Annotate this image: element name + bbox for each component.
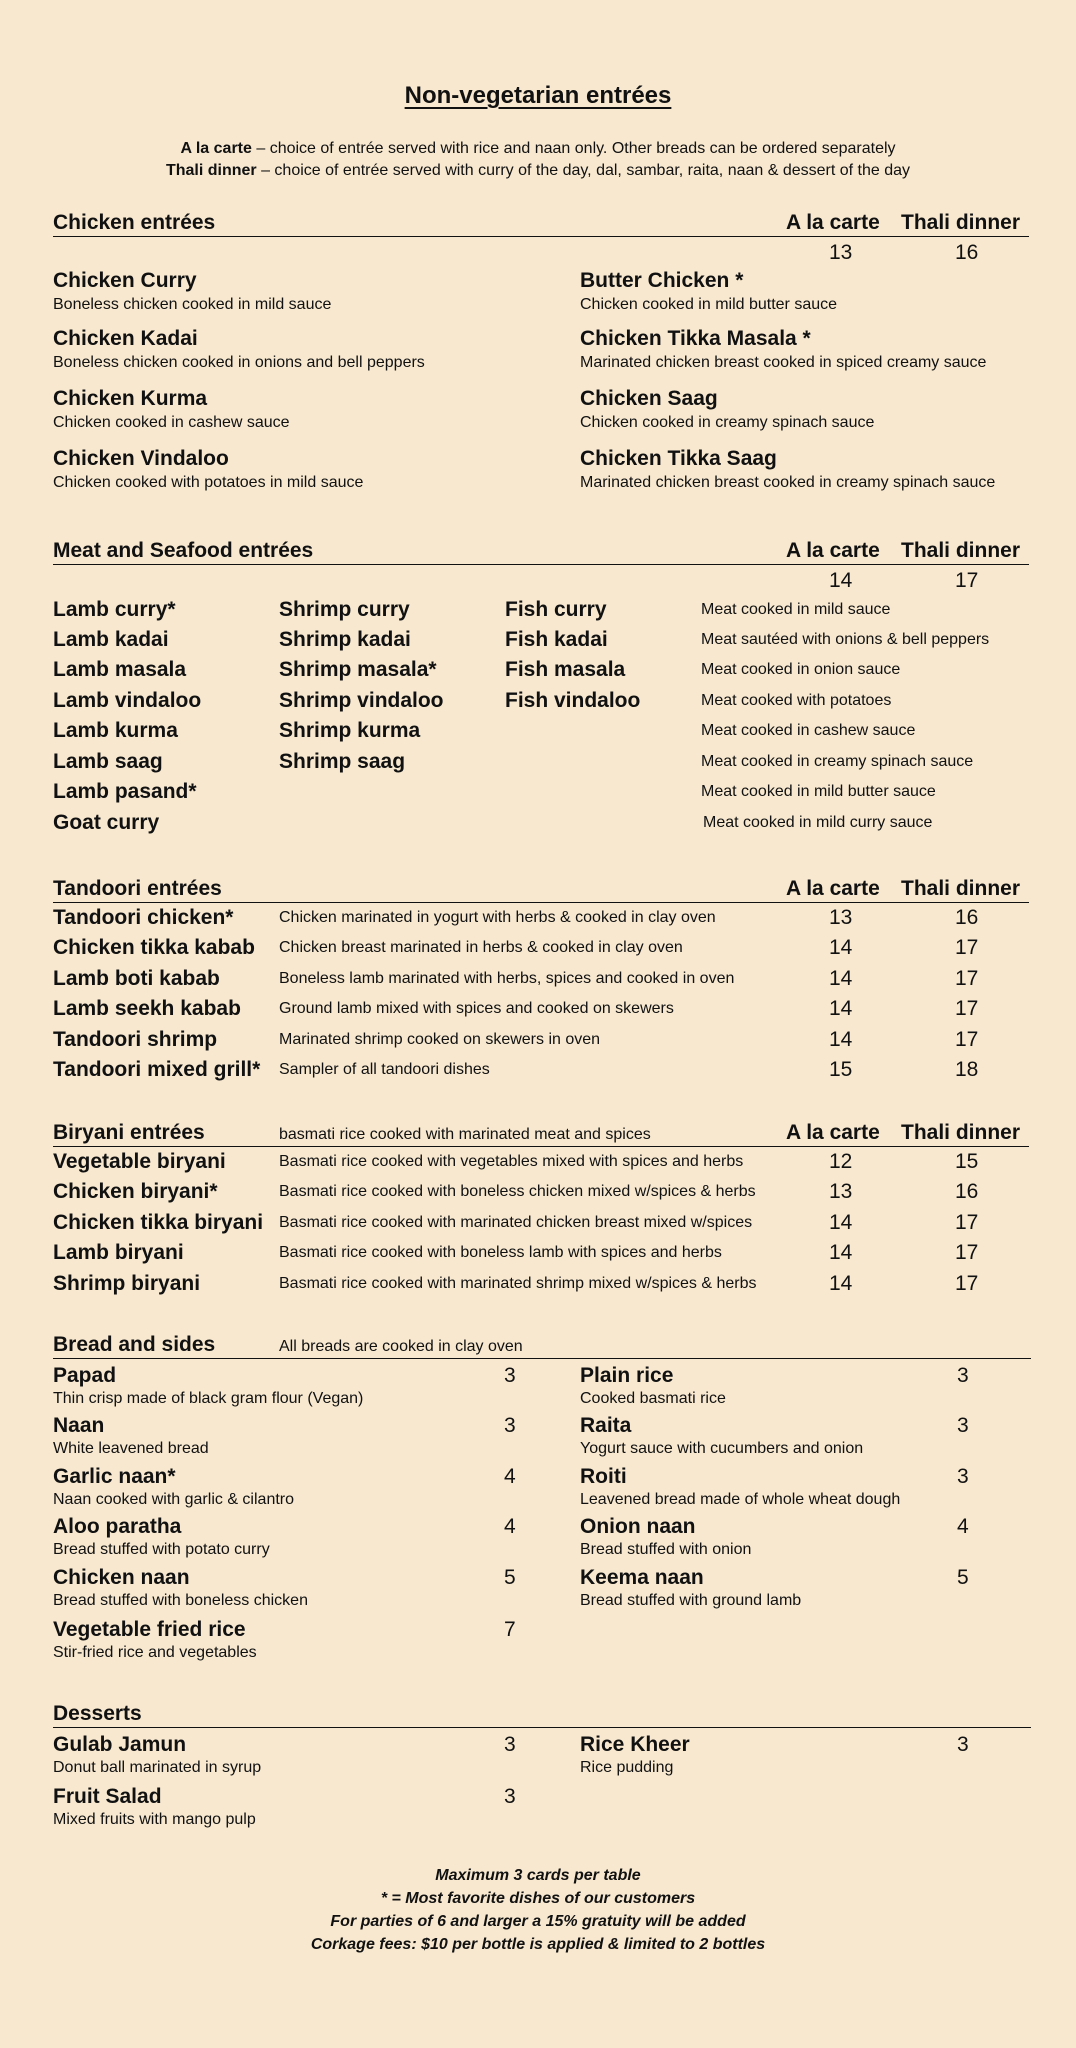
menu-item	[580, 267, 1076, 315]
table-row	[53, 1147, 1029, 1177]
menu-item	[580, 445, 1076, 493]
footer-note: Corkage fees: $10 per bottle is applied & limited to 2 bottles	[310, 1936, 766, 1953]
table-row	[53, 994, 1029, 1024]
menu-item	[53, 1784, 523, 1830]
item-name: Butter Chicken *	[580, 269, 744, 292]
lamb-item: Lamb kadai	[53, 628, 169, 651]
biryani-title: Biryani entrées	[53, 1121, 205, 1144]
price-thali: 17	[955, 1272, 979, 1295]
price-thali: 17	[955, 1241, 979, 1264]
meat-grid	[53, 595, 1029, 840]
meat-header	[53, 534, 1029, 565]
bread-note: All breads are cooked in clay oven	[279, 1338, 523, 1355]
price-thali: 17	[955, 1028, 979, 1051]
table-row	[53, 1269, 1029, 1299]
menu-item	[53, 385, 573, 433]
item-name: Tandoori mixed grill*	[53, 1058, 261, 1081]
item-desc: Chicken cooked in mild butter sauce	[580, 296, 838, 313]
item-name: Plain rice	[580, 1364, 674, 1387]
item-name: Chicken Tikka Saag	[580, 447, 777, 470]
meat-price-thali: 17	[955, 569, 979, 592]
menu-item	[580, 1565, 1030, 1611]
price-alacarte: 14	[829, 1241, 853, 1264]
menu-item	[53, 445, 573, 493]
lamb-item: Goat curry	[53, 811, 160, 834]
item-price: 4	[957, 1515, 969, 1538]
menu-item	[580, 1363, 1030, 1409]
menu-item	[580, 385, 1076, 433]
item-price: 3	[504, 1364, 516, 1387]
table-row	[53, 1208, 1029, 1238]
item-name: Garlic naan*	[53, 1465, 176, 1488]
biryani-rows	[53, 1147, 1029, 1302]
item-name: Shrimp biryani	[53, 1272, 201, 1295]
menu-item	[53, 267, 573, 315]
meat-desc: Meat cooked in mild butter sauce	[701, 783, 936, 800]
table-row	[53, 1238, 1029, 1268]
item-name: Chicken Curry	[53, 269, 197, 292]
item-name: Vegetable biryani	[53, 1150, 226, 1173]
meat-desc: Meat sautéed with onions & bell peppers	[701, 631, 990, 648]
item-desc: Bread stuffed with onion	[580, 1541, 752, 1558]
biryani-note: basmati rice cooked with marinated meat and spices	[279, 1126, 651, 1143]
item-price: 4	[504, 1515, 516, 1538]
item-name: Chicken naan	[53, 1566, 190, 1589]
page-title: Non-vegetarian entrées	[404, 82, 672, 109]
item-name: Fruit Salad	[53, 1785, 162, 1808]
item-price: 3	[504, 1414, 516, 1437]
price-alacarte: 13	[829, 1180, 853, 1203]
item-desc: Cooked basmati rice	[580, 1390, 726, 1407]
desserts-items	[53, 1728, 1031, 1838]
menu-item	[53, 1732, 523, 1778]
lamb-item: Lamb curry*	[53, 598, 176, 621]
menu-item	[53, 1413, 523, 1459]
table-row	[53, 1025, 1029, 1055]
item-name: Papad	[53, 1364, 117, 1387]
meat-desc: Meat cooked in cashew sauce	[701, 722, 916, 739]
price-alacarte: 12	[829, 1150, 853, 1173]
fish-item: Fish masala	[505, 658, 626, 681]
meat-desc: Meat cooked in mild sauce	[701, 601, 891, 618]
item-price: 3	[957, 1414, 969, 1437]
table-row	[53, 964, 1029, 994]
item-name: Tandoori shrimp	[53, 1028, 218, 1051]
item-desc: Marinated chicken breast cooked in spiced creamy sauce	[580, 354, 987, 371]
item-desc: Bread stuffed with potato curry	[53, 1541, 270, 1558]
item-price: 7	[504, 1618, 516, 1641]
lamb-item: Lamb pasand*	[53, 780, 197, 803]
price-thali: 15	[955, 1150, 979, 1173]
meat-section	[53, 534, 1029, 840]
lamb-item: Lamb masala	[53, 658, 187, 681]
item-desc: Naan cooked with garlic & cilantro	[53, 1491, 295, 1508]
chicken-section	[53, 206, 1029, 507]
menu-item	[580, 1514, 1030, 1560]
item-name: Rice Kheer	[580, 1733, 690, 1756]
price-alacarte: 14	[829, 1211, 853, 1234]
item-desc: Thin crisp made of black gram flour (Vegan)	[53, 1390, 364, 1407]
chicken-title: Chicken entrées	[53, 211, 216, 234]
item-desc: Marinated chicken breast cooked in creamy spinach sauce	[580, 474, 996, 491]
price-alacarte: 15	[829, 1058, 853, 1081]
biryani-header	[53, 1116, 1029, 1147]
item-name: Vegetable fried rice	[53, 1618, 246, 1641]
bread-section	[53, 1328, 1031, 1669]
item-desc: Marinated shrimp cooked on skewers in oven	[279, 1031, 601, 1048]
desserts-section	[53, 1697, 1031, 1838]
item-price: 3	[504, 1733, 516, 1756]
item-name: Chicken Vindaloo	[53, 447, 229, 470]
price-thali: 16	[955, 1180, 979, 1203]
price-thali: 17	[955, 997, 979, 1020]
lamb-item: Lamb vindaloo	[53, 689, 202, 712]
item-name: Lamb biryani	[53, 1241, 184, 1264]
item-desc: Boneless chicken cooked in onions and bell peppers	[53, 354, 425, 371]
thali-column-header: Thali dinner	[901, 1121, 1021, 1144]
item-desc: Yogurt sauce with cucumbers and onion	[580, 1440, 864, 1457]
table-row	[53, 903, 1029, 933]
menu-item	[53, 1617, 523, 1663]
item-desc: Basmati rice cooked with boneless chicken mixed w/spices & herbs	[279, 1183, 756, 1200]
price-alacarte: 14	[829, 997, 853, 1020]
menu-item	[53, 1514, 523, 1560]
menu-item	[580, 325, 1076, 373]
price-thali: 17	[955, 936, 979, 959]
item-desc: Bread stuffed with boneless chicken	[53, 1592, 308, 1609]
item-price: 5	[957, 1566, 969, 1589]
menu-item	[580, 1732, 1030, 1778]
intro-thali	[0, 162, 1076, 180]
intro-thali-text: – choice of entrée served with curry of the day, dal, sambar, raita, naan & dessert of the day	[256, 162, 911, 179]
chicken-prices	[53, 237, 1029, 267]
item-name: Raita	[580, 1414, 632, 1437]
shrimp-item: Shrimp vindaloo	[279, 689, 444, 712]
thali-column-header: Thali dinner	[901, 877, 1021, 900]
shrimp-item: Shrimp kadai	[279, 628, 411, 651]
shrimp-item: Shrimp kurma	[279, 719, 421, 742]
item-name: Lamb seekh kabab	[53, 997, 241, 1020]
meat-prices	[53, 565, 1029, 595]
item-desc: Sampler of all tandoori dishes	[279, 1061, 490, 1078]
item-name: Gulab Jamun	[53, 1733, 187, 1756]
footer-note: Maximum 3 cards per table	[435, 1867, 641, 1884]
item-name: Aloo paratha	[53, 1515, 182, 1538]
item-price: 3	[957, 1364, 969, 1387]
item-name: Naan	[53, 1414, 105, 1437]
item-desc: Basmati rice cooked with boneless lamb with spices and herbs	[279, 1244, 722, 1261]
chicken-price-thali: 16	[955, 241, 979, 264]
price-thali: 16	[955, 906, 979, 929]
price-thali: 18	[955, 1058, 979, 1081]
lamb-item: Lamb kurma	[53, 719, 178, 742]
thali-column-header: Thali dinner	[901, 539, 1021, 562]
item-name: Chicken tikka biryani	[53, 1211, 264, 1234]
intro-alacarte-label: A la carte	[180, 140, 252, 157]
item-price: 5	[504, 1566, 516, 1589]
price-alacarte: 14	[829, 1272, 853, 1295]
item-name: Onion naan	[580, 1515, 696, 1538]
item-desc: Boneless lamb marinated with herbs, spices and cooked in oven	[279, 970, 735, 987]
thali-column-header: Thali dinner	[901, 211, 1021, 234]
menu-item	[580, 1464, 1030, 1510]
chicken-header	[53, 206, 1029, 237]
item-name: Chicken biryani*	[53, 1180, 218, 1203]
tandoori-section	[53, 872, 1029, 1088]
price-alacarte: 14	[829, 967, 853, 990]
chicken-price-alacarte: 13	[829, 241, 853, 264]
desserts-header	[53, 1697, 1031, 1728]
item-name: Chicken Tikka Masala *	[580, 327, 811, 350]
item-price: 4	[504, 1465, 516, 1488]
price-thali: 17	[955, 967, 979, 990]
item-name: Chicken tikka kabab	[53, 936, 255, 959]
price-thali: 17	[955, 1211, 979, 1234]
desserts-title: Desserts	[53, 1702, 142, 1725]
chicken-items	[53, 267, 1029, 507]
alacarte-column-header: A la carte	[786, 539, 880, 562]
meat-desc: Meat cooked in creamy spinach sauce	[701, 753, 974, 770]
biryani-section	[53, 1116, 1029, 1302]
item-desc: Basmati rice cooked with marinated chicken breast mixed w/spices	[279, 1214, 753, 1231]
item-name: Chicken Kurma	[53, 387, 208, 410]
item-desc: Stir-fried rice and vegetables	[53, 1644, 257, 1661]
item-desc: Basmati rice cooked with marinated shrimp mixed w/spices & herbs	[279, 1275, 757, 1292]
bread-items	[53, 1359, 1031, 1669]
item-name: Lamb boti kabab	[53, 967, 220, 990]
item-name: Tandoori chicken*	[53, 906, 234, 929]
item-desc: Mixed fruits with mango pulp	[53, 1811, 256, 1828]
fish-item: Fish curry	[505, 598, 607, 621]
table-row	[53, 933, 1029, 963]
meat-desc: Meat cooked with potatoes	[701, 692, 892, 709]
item-desc: Donut ball marinated in syrup	[53, 1759, 262, 1776]
price-alacarte: 14	[829, 936, 853, 959]
meat-title: Meat and Seafood entrées	[53, 539, 314, 562]
item-desc: Basmati rice cooked with vegetables mixed with spices and herbs	[279, 1153, 744, 1170]
meat-price-alacarte: 14	[829, 569, 853, 592]
footer-note: For parties of 6 and larger a 15% gratuity will be added	[330, 1913, 746, 1930]
item-price: 3	[957, 1465, 969, 1488]
intro-thali-label: Thali dinner	[165, 162, 257, 179]
item-desc: Chicken marinated in yogurt with herbs & cooked in clay oven	[279, 909, 716, 926]
bread-title: Bread and sides	[53, 1333, 216, 1356]
fish-item: Fish vindaloo	[505, 689, 641, 712]
lamb-item: Lamb saag	[53, 750, 163, 773]
item-desc: Chicken cooked in creamy spinach sauce	[580, 414, 875, 431]
price-alacarte: 13	[829, 906, 853, 929]
alacarte-column-header: A la carte	[786, 877, 880, 900]
menu-item	[580, 1413, 1030, 1459]
menu-item	[53, 325, 573, 373]
item-desc: Chicken breast marinated in herbs & cooked in clay oven	[279, 939, 683, 956]
item-desc: Rice pudding	[580, 1759, 674, 1776]
menu-item	[53, 1565, 523, 1611]
footer-note: * = Most favorite dishes of our customers	[380, 1890, 696, 1907]
table-row	[53, 1055, 1029, 1085]
item-name: Roiti	[580, 1465, 627, 1488]
meat-desc: Meat cooked in onion sauce	[701, 661, 901, 678]
item-name: Chicken Kadai	[53, 327, 198, 350]
item-desc: Boneless chicken cooked in mild sauce	[53, 296, 332, 313]
tandoori-title: Tandoori entrées	[53, 877, 222, 900]
item-desc: Leavened bread made of whole wheat dough	[580, 1491, 901, 1508]
item-name: Chicken Saag	[580, 387, 718, 410]
item-desc: Bread stuffed with ground lamb	[580, 1592, 802, 1609]
item-desc: Chicken cooked with potatoes in mild sauce	[53, 474, 364, 491]
alacarte-column-header: A la carte	[786, 1121, 880, 1144]
item-desc: White leavened bread	[53, 1440, 209, 1457]
meat-desc: Meat cooked in mild curry sauce	[703, 814, 933, 831]
shrimp-item: Shrimp curry	[279, 598, 410, 621]
menu-item	[53, 1464, 523, 1510]
item-desc: Chicken cooked in cashew sauce	[53, 414, 290, 431]
item-price: 3	[504, 1785, 516, 1808]
alacarte-column-header: A la carte	[786, 211, 880, 234]
fish-item: Fish kadai	[505, 628, 608, 651]
price-alacarte: 14	[829, 1028, 853, 1051]
item-price: 3	[957, 1733, 969, 1756]
shrimp-item: Shrimp saag	[279, 750, 406, 773]
intro-alacarte-text: – choice of entrée served with rice and naan only. Other breads can be ordered separately	[251, 140, 896, 157]
item-desc: Ground lamb mixed with spices and cooked on skewers	[279, 1000, 674, 1017]
item-name: Keema naan	[580, 1566, 704, 1589]
intro-alacarte	[0, 140, 1076, 158]
tandoori-rows	[53, 903, 1029, 1088]
shrimp-item: Shrimp masala*	[279, 658, 437, 681]
table-row	[53, 1177, 1029, 1207]
bread-header	[53, 1328, 1031, 1359]
menu-item	[53, 1363, 523, 1409]
tandoori-header	[53, 872, 1029, 903]
